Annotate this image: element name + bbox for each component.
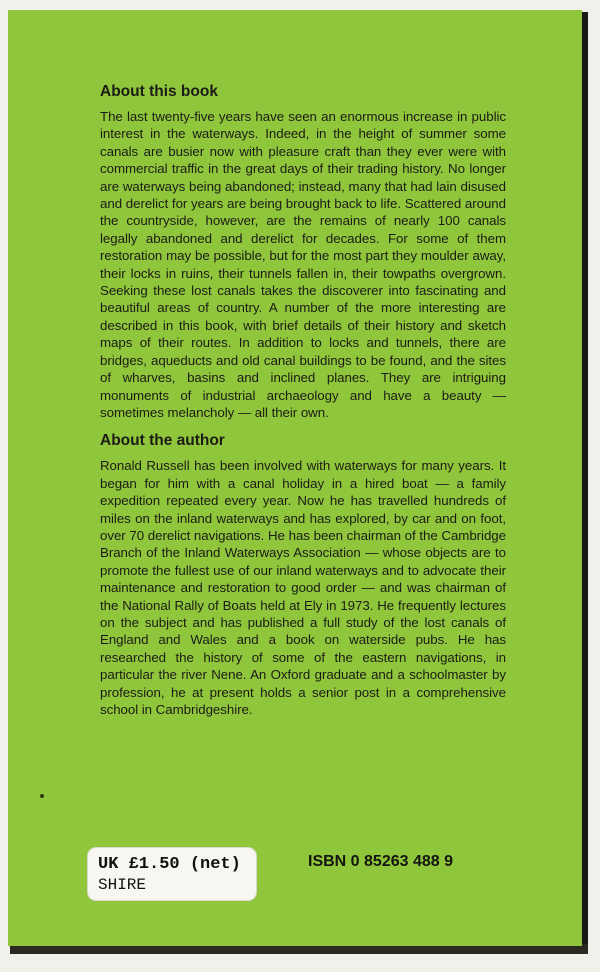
about-author-heading: About the author	[100, 432, 225, 450]
price-text: UK £1.50 (net)	[98, 855, 241, 874]
isbn-number: ISBN 0 85263 488 9	[308, 853, 453, 870]
price-sticker	[88, 848, 256, 900]
about-book-section	[100, 82, 506, 421]
about-author-section	[100, 431, 506, 718]
book-back-cover	[8, 10, 582, 946]
about-author-text: Ronald Russell has been involved with waterways for many years. It began for him with a canal holiday in a hired boat — a family expedition repeated every year. Now he has travelled hundreds of miles on the inland waterways and has explored, by car and on foot, over 70 derelict navigations. He has been chairman of the Cambridge Branch of the Inland Waterways Association — whose objects are to promote the fullest use of our inland waterways and to advocate their maintenance and restoration to good order — and was chairman of the National Rally of Boats held at Ely in 1973. He frequently lectures on the subject and has published a full study of the lost canals of England and Wales and a book on waterside pubs. He has researched the history of some of the eastern navigations, in particular the river Nene. An Oxford graduate and a schoolmaster by profession, he at present holds a senior post in a comprehensive school in Cambridgeshire.	[100, 458, 506, 717]
publisher-text: SHIRE	[98, 876, 147, 894]
blurb-content	[100, 82, 506, 718]
about-book-text: The last twenty-five years have seen an enormous increase in public interest in the waterways. Indeed, in the height of summer some canals are busier now with pleasure craft than they ever were with commercial traffic in the great days of their trading history. No longer are waterways being abandoned; instead, many that had lain disused and derelict for years are being brought back to life. Scattered around the countryside, however, are the remains of nearly 100 canals legally abandoned and derelict for decades. For some of them restoration may be possible, but for the most part they moulder away, their locks in ruins, their tunnels fallen in, their towpaths overgrown. Seeking these lost canals takes the discoverer into fascinating and beautiful areas of country. A number of the more interesting are described in this book, with brief details of their history and sketch maps of their routes. In addition to locks and tunnels, there are bridges, aqueducts and old canal buildings to be found, and the sites of wharves, basins and inclined planes. They are intriguing monuments of industrial archaeology and have a beauty — sometimes melancholy — all their own.	[100, 109, 506, 420]
print-speck	[40, 794, 44, 798]
about-book-heading: About this book	[100, 83, 218, 100]
